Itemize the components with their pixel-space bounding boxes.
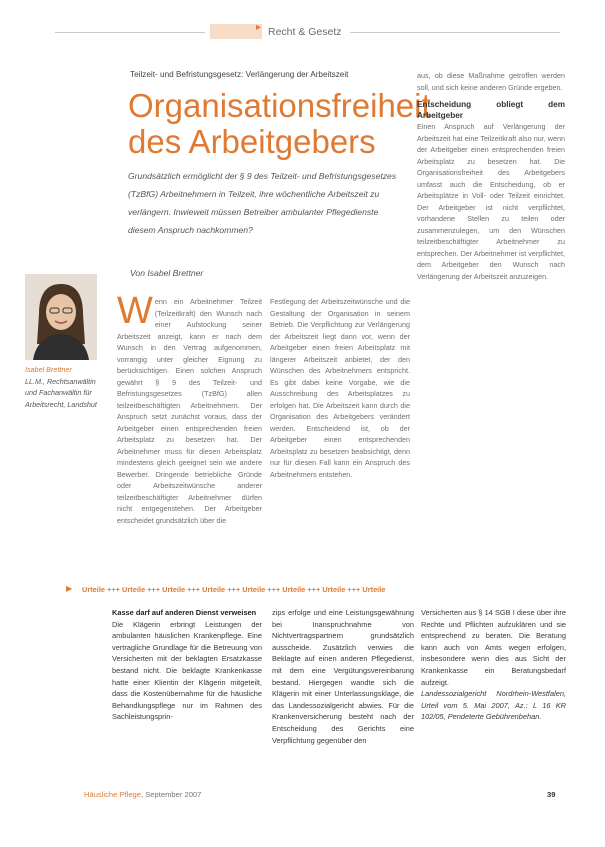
article-kicker: Teilzeit- und Befristungsgesetz: Verlängerung der Arbeitszeit xyxy=(130,70,349,79)
author-photo xyxy=(25,274,97,360)
column-2-text: Festlegung der Arbeitszeitwünsche und die Gestaltung der Organisation in seinem Betrieb. Die Verpflichtung zur Verlängerung der Arbeitszeit liegt dann vor, wenn der Arbeitgeber einen freien Arbeitsplatz mit längerer Arbeitszeit anbietet, der den Wünschen des Arbeitnehmers entspricht. Es gibt dabei keine Vorgabe, wie die Ausschreibung des Arbeitsplatzes zu erfolgen hat. Die Arbeitszeit kann durch die Organisation des Arbeitgebers verändert werden. Entscheidend ist, ob der Arbeitgeber einen entsprechenden Arbeitsplatz zu besetzen beabsichtigt, denn nur für diesen Fall kann ein Anspruch des Arbeitnehmers entstehen. xyxy=(270,297,410,479)
verdict-column-1 xyxy=(112,607,262,757)
footer-magazine-name: Häusliche Pflege xyxy=(84,790,141,799)
headline-line-2: des Arbeitgebers xyxy=(128,123,376,160)
column-3-text: Einen Anspruch auf Verlängerung der Arbeitszeit hat eine Teilzeitkraft also nur, wenn der Arbeitgeber einen entsprechenden freien Arbeitsplatz zu besetzen hat. Die Organisationsfreiheit des Arbeitgebers umfasst auch die Entscheidung, ob er Arbeitsplätze in Voll- oder Teilzeit einrichtet. Der Arbeitgeber ist nicht verpflichtet, vorhandene Stellen zu teilen oder zusammenzulegen, um den Wünschen teilzeitbeschäftigter Arbeitnehmer zu entsprechen. Der Arbeitnehmer ist verpflichtet, dem Arbeitgeber den Wunsch nach Verlängerung der Arbeitszeit anzuzeigen. xyxy=(417,122,565,281)
verdict-source: Landessozialgericht Nordrhein-Westfalen, Urteil vom 5. Mai 2007, Az.: L 16 KR 102/05, Pendeterte Gebührenbehan. xyxy=(421,689,566,722)
headline-line-1: Organisationsfreiheit xyxy=(128,87,431,124)
header-rule-right xyxy=(350,32,560,33)
verdict-column-3-text: Versicherten aus § 14 SGB I diese über ihre Rechte und Pflichten aufzuklären und sie entsprechend zu beraten. Die Beratung kann auch von Amts wegen erfolgen, insbesondere wenn dies aus Sicht der Krankenkasse ein Beratungsbedarf aufzeigt. xyxy=(421,608,566,687)
column-3-subhead: Entscheidung obliegt dem Arbeitgeber xyxy=(417,100,565,120)
verdict-column-2 xyxy=(272,607,414,757)
ticker-text: Urteile +++ Urteile +++ Urteile +++ Urteile +++ Urteile +++ Urteile +++ Urteile +++ Urteile xyxy=(82,585,386,594)
column-3-intro: aus, ob diese Maßnahme getroffen werden soll, und sich keine anderen Gründe ergeben. xyxy=(417,71,565,92)
author-credentials: LL.M., Rechtsanwältin und Fachanwältin für Arbeitsrecht, Landshut xyxy=(25,376,97,409)
author-name: Isabel Brettner xyxy=(25,365,72,374)
body-column-2 xyxy=(270,296,410,564)
header-rule-left xyxy=(55,32,205,33)
article-byline: Von Isabel Brettner xyxy=(130,268,204,278)
column-1-text: enn ein Arbeitnehmer Teilzeit (Teilzeitkraft) den Wunsch nach einer Aufstockung seiner Arbeitszeit anzeigt, kann er nach dem Wunsch in den Vertrag aufgenommen, vorrangig unter gleicher Eignung zu berücksichtigen. Einen solchen Anspruch gewährt § 9 des Teilzeit- und Befristungsgesetzes (TzBfG) allen teilzeitbeschäftigten Arbeitnehmern. Der Anspruch setzt zunächst voraus, dass der Arbeitgeber einen entsprechenden freien Arbeitsplatz zu besetzen hat. Der Arbeitnehmer muss für diesen Arbeitsplatz mindestens gleich geeignet sein wie andere Bewerber. Dringende betriebliche Gründe oder Arbeitszeitwünsche anderer teilzeitbeschäftigter Arbeitnehmer dürfen nicht entgegenstehen. Der Arbeitgeber entscheidet grundsätzlich über die xyxy=(117,297,262,525)
footer-magazine: Häusliche Pflege, September 2007 xyxy=(84,790,202,799)
verdict-heading: Kasse darf auf anderen Dienst verweisen xyxy=(112,608,257,617)
verdict-column-3 xyxy=(421,607,566,757)
page-number: 39 xyxy=(547,790,556,799)
body-column-3 xyxy=(417,70,565,564)
section-marker-icon: ▸ xyxy=(256,22,262,33)
ticker-arrow-icon: ▶ xyxy=(66,584,73,593)
section-label: Recht & Gesetz xyxy=(268,26,342,38)
article-lead: Grundsätzlich ermöglicht der § 9 des Teilzeit- und Befristungsgesetzes (TzBfG) Arbeitnehmern in Teilzeit, ihre wöchentliche Arbeitszeit zu verlängern. Inwieweit müssen Betreiber ambulanter Pflegedienste diesem Anspruch nachkommen? xyxy=(128,171,397,235)
dropcap: W xyxy=(117,296,153,332)
article-headline xyxy=(128,87,431,160)
header-accent-bar xyxy=(210,24,262,39)
body-column-1 xyxy=(117,296,262,564)
author-caption xyxy=(25,364,105,410)
verdict-column-2-text: zips erfolge und eine Leistungsgewährung bei Inanspruchnahme von Nichtvertragspartnern grundsätzlich ausscheide. Zusätzlich verwies die Beklagte auf einen anderen Pflegedienst, mit dem eine Vergütungsvereinbarung bestand. Hiergegen wandte sich die Klägerin mit einer Unterlassungsklage, die das Landessozialgericht abwies. Für die Krankenversicherung besteht nach der Entscheidung des Gerichts eine Verpflichtung gegenüber den xyxy=(272,608,414,745)
footer-issue: September 2007 xyxy=(145,790,202,799)
verdict-column-1-text: Die Klägerin erbringt Leistungen der ambulanten häuslichen Krankenpflege. Eine vertragliche Grundlage für die Betreuung von Versicherten mit der beklagten Ersatzkasse bestand nicht. Die beklagte Krankenkasse hatte einer Klientin der Klägerin mitgeteilt, dass die Kostenübernahme für die häusliche Behandlungspflege nur im Rahmen des Sachleistungsprin- xyxy=(112,619,262,722)
